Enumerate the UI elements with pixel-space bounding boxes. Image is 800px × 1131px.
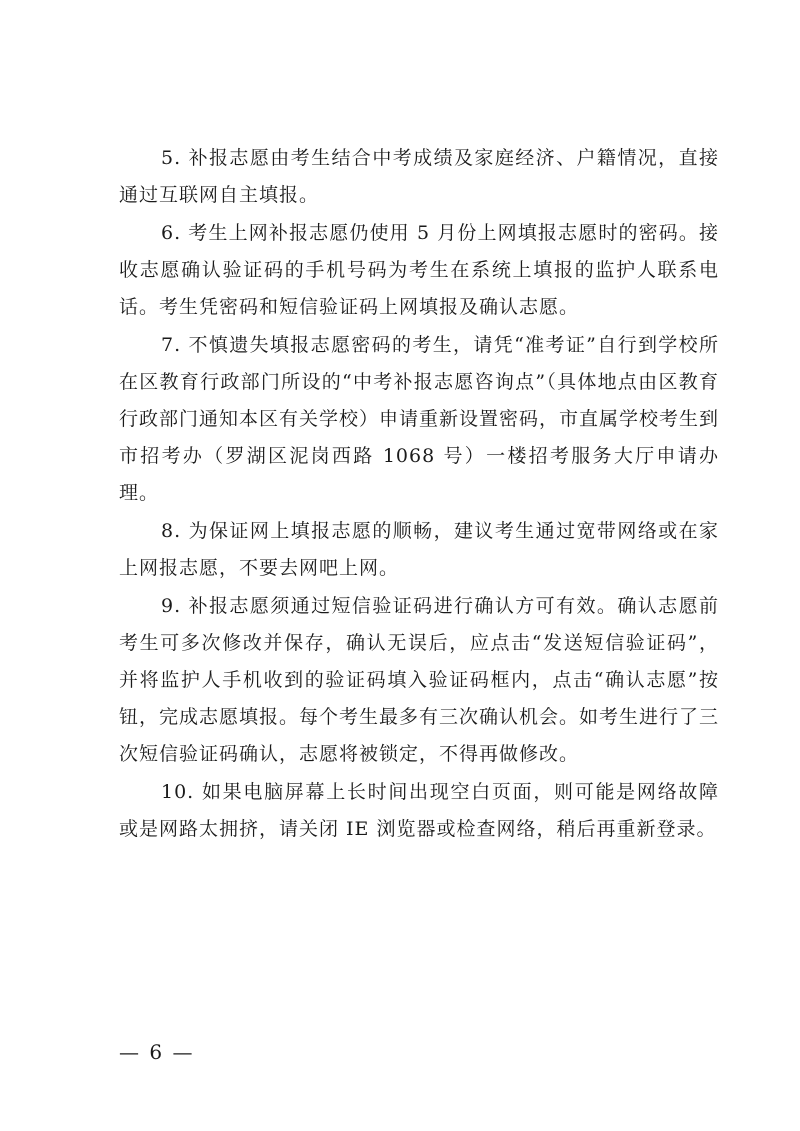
- page-number: — 6 —: [119, 1040, 195, 1064]
- paragraph-item-9: 9. 补报志愿须通过短信验证码进行确认方可有效。确认志愿前考生可多次修改并保存，确认无误后，应点击“发送短信验证码”，并将监护人手机收到的验证码填入验证码框内，点击“确认志愿”按钮，完成志愿填报。每个考生最多有三次确认机会。如考生进行了三次短信验证码确认，志愿将被锁定，不得再做修改。: [119, 595, 720, 765]
- document-body: [119, 140, 719, 849]
- paragraph-item-8: 8. 为保证网上填报志愿的顺畅，建议考生通过宽带网络或在家上网报志愿，不要去网吧上网。: [119, 520, 719, 579]
- paragraph-item-6: 6. 考生上网补报志愿仍使用 5 月份上网填报志愿时的密码。接收志愿确认验证码的手机号码为考生在系统上填报的监护人联系电话。考生凭密码和短信验证码上网填报及确认志愿。: [119, 222, 719, 318]
- paragraph-item-7: 7. 不慎遗失填报志愿密码的考生，请凭“准考证”自行到学校所在区教育行政部门所设的“中考补报志愿咨询点”（具体地点由区教育行政部门通知本区有关学校）申请重新设置密码，市直属学校考生到市招考办（罗湖区泥岗西路 1068 号）一楼招考服务大厅申请办理。: [119, 334, 720, 504]
- paragraph-item-10: 10. 如果电脑屏幕上长时间出现空白页面，则可能是网络故障或是网路太拥挤，请关闭 IE 浏览器或检查网络，稍后再重新登录。: [119, 781, 719, 840]
- paragraph-item-5: 5. 补报志愿由考生结合中考成绩及家庭经济、户籍情况，直接通过互联网自主填报。: [119, 147, 719, 206]
